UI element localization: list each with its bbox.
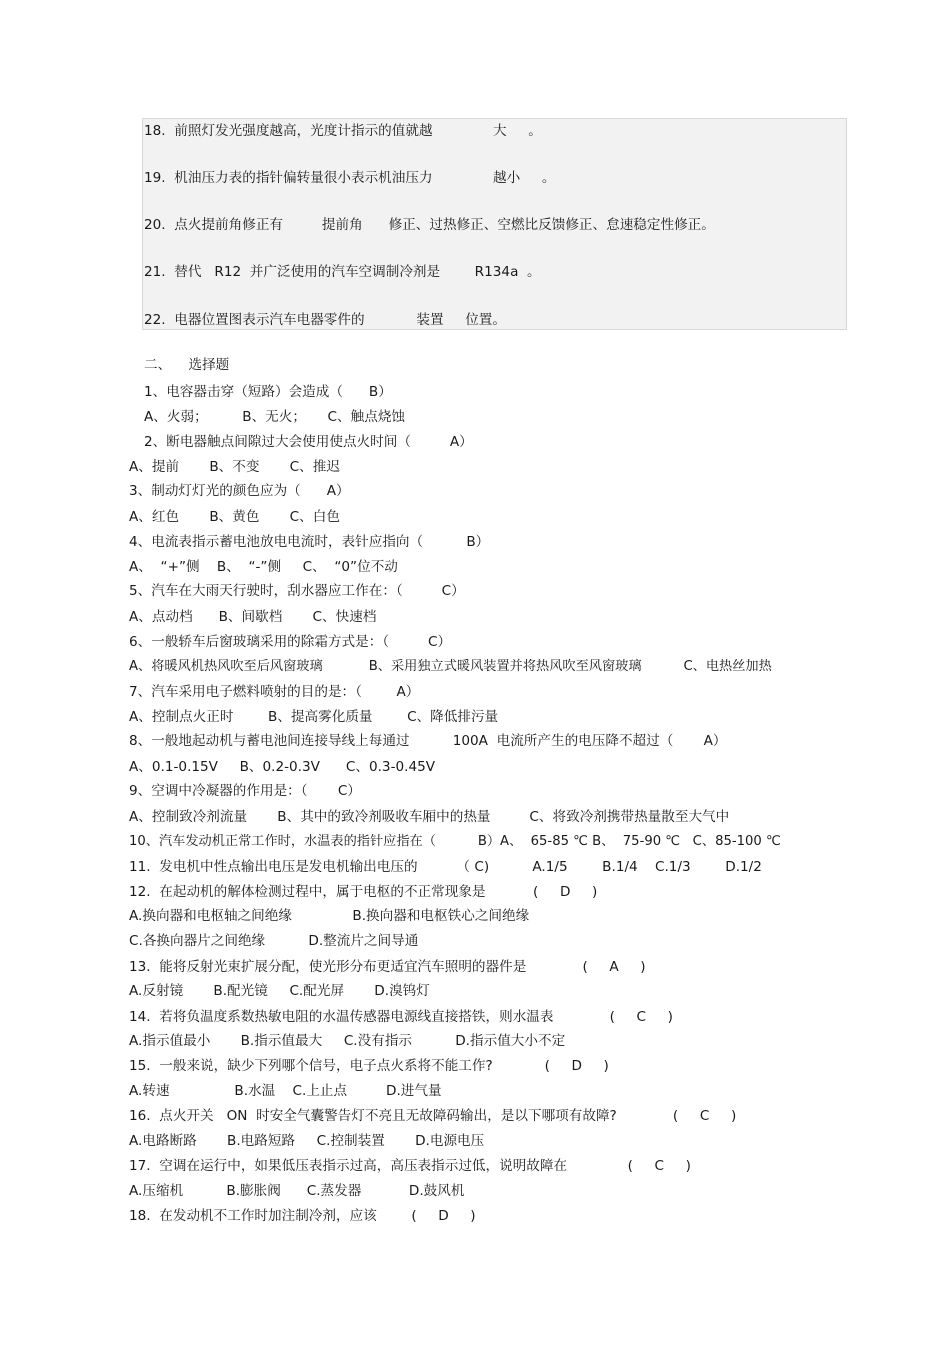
fill-in-question-18: 18. 前照灯发光强度越高，光度计指示的值就越 大 。 [144, 123, 542, 139]
choice-options: A、提前 B、不变 C、推迟 [129, 459, 340, 475]
fill-in-question-19: 19. 机油压力表的指针偏转量很小表示机油压力 越小 。 [144, 170, 556, 186]
choice-question: 14. 若将负温度系数热敏电阻的水温传感器电源线直接搭铁，则水温表 ( C ) [129, 1009, 673, 1025]
choice-question: 5、汽车在大雨天行驶时，刮水器应工作在：（ C） [129, 583, 465, 599]
choice-options: A、0.1-0.15V B、0.2-0.3V C、0.3-0.45V [129, 759, 436, 775]
choice-question: 2、断电器触点间隙过大会使用使点火时间（ A） [144, 434, 473, 450]
choice-options: A.指示值最小 B.指示值最大 C.没有指示 D.指示值大小不定 [129, 1033, 566, 1049]
choice-options: A.压缩机 B.膨胀阀 C.蒸发器 D.鼓风机 [129, 1183, 465, 1199]
choice-question: 6、一般轿车后窗玻璃采用的除霜方式是：（ C） [129, 634, 452, 650]
choice-question: 12. 在起动机的解体检测过程中，属于电枢的不正常现象是 ( D ) [129, 884, 598, 900]
choice-question: 8、一般地起动机与蓄电池间连接导线上每通过 100A 电流所产生的电压降不超过（ A） [129, 733, 727, 749]
fill-in-question-22: 22. 电器位置图表示汽车电器零件的 装置 位置。 [144, 312, 506, 328]
choice-question: 15. 一般来说，缺少下列哪个信号，电子点火系将不能工作? ( D ) [129, 1058, 609, 1074]
choice-options: A、火弱； B、无火； C、触点烧蚀 [144, 409, 406, 425]
choice-question: 16. 点火开关 ON 时安全气囊警告灯不亮且无故障码输出，是以下哪项有故障? ( C ) [129, 1108, 737, 1124]
choice-question: 7、汽车采用电子燃料喷射的目的是：（ A） [129, 684, 420, 700]
choice-question: 4、电流表指示蓄电池放电电流时，表针应指向（ B） [129, 534, 490, 550]
fill-in-question-20: 20. 点火提前角修正有 提前角 修正、过热修正、空燃比反馈修正、怠速稳定性修正。 [144, 217, 715, 233]
choice-options: C.各换向器片之间绝缘 D.整流片之间导通 [129, 933, 419, 949]
choice-options: A、控制致冷剂流量 B、其中的致冷剂吸收车厢中的热量 C、将致冷剂携带热量散至大气中 [129, 809, 730, 825]
choice-question: 10、汽车发动机正常工作时，水温表的指针应指在（ B）A、 65-85 ℃ B、 75-90 ℃ C、85-100 ℃ [129, 834, 781, 849]
choice-options: A、红色 B、黄色 C、白色 [129, 509, 340, 525]
choice-options: A.反射镜 B.配光镜 C.配光屏 D.溴钨灯 [129, 983, 430, 999]
choice-question: 1、电容器击穿（短路）会造成（ B） [144, 384, 392, 400]
choice-options: A、 “+”侧 B、 “-”侧 C、 “0”位不动 [129, 559, 398, 575]
choice-question: 3、制动灯灯光的颜色应为（ A） [129, 483, 350, 499]
choice-options: A.换向器和电枢轴之间绝缘 B.换向器和电枢铁心之间绝缘 [129, 908, 530, 924]
choice-options: A、点动档 B、间歇档 C、快速档 [129, 609, 377, 625]
choice-question: 18. 在发动机不工作时加注制冷剂，应该 ( D ) [129, 1208, 476, 1224]
fill-in-question-21: 21. 替代 R12 并广泛使用的汽车空调制冷剂是 R134a 。 [144, 264, 541, 280]
choice-options: A.转速 B.水温 C.上止点 D.进气量 [129, 1083, 442, 1099]
choice-options: A、控制点火正时 B、提高雾化质量 C、降低排污量 [129, 709, 499, 725]
section-title-choice: 二、 选择题 [144, 357, 230, 373]
choice-question: 13. 能将反射光束扩展分配，使光形分布更适宜汽车照明的器件是 ( A ) [129, 959, 646, 975]
choice-options: A、将暖风机热风吹至后风窗玻璃 B、采用独立式暖风装置并将热风吹至风窗玻璃 C、电热丝加热 [129, 659, 772, 674]
choice-question: 11. 发电机中性点输出电压是发电机输出电压的 （ C) A.1/5 B.1/4 C.1/3 D.1/2 [129, 859, 762, 875]
choice-options: A.电路断路 B.电路短路 C.控制装置 D.电源电压 [129, 1133, 485, 1149]
choice-question: 9、空调中冷凝器的作用是：（ C） [129, 783, 361, 799]
choice-question: 17. 空调在运行中，如果低压表指示过高，高压表指示过低，说明故障在 ( C ) [129, 1158, 691, 1174]
